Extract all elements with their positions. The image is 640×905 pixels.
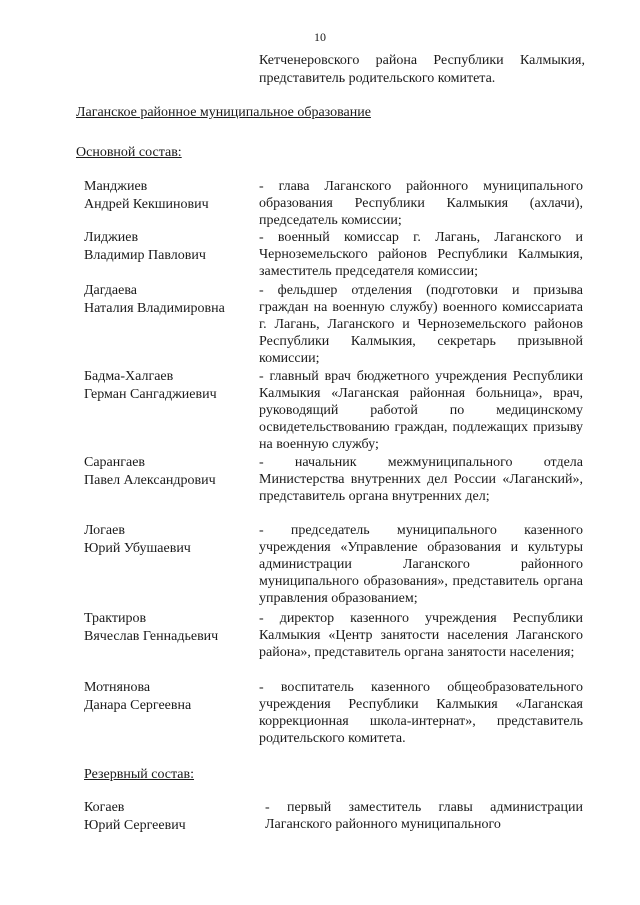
member-name	[84, 799, 264, 835]
member-name	[84, 178, 264, 214]
member-given-name: Наталия Владимировна	[84, 301, 225, 316]
member-given-name: Павел Александрович	[84, 473, 216, 488]
member-role: - глава Лаганского районного муниципального образования Республики Калмыкия (ахлачи), председатель комиссии;	[259, 179, 583, 228]
reserve-section-heading: Резервный состав:	[84, 767, 195, 782]
member-surname: Сарангаев	[84, 455, 146, 470]
intro-text: Кетченеровского района Республики Калмыкия, представитель родительского комитета.	[259, 53, 585, 86]
member-given-name: Данара Сергеевна	[84, 698, 192, 713]
member-name	[84, 679, 264, 715]
member-role: - первый заместитель главы администрации Лаганского районного муниципального	[265, 800, 583, 832]
member-name	[84, 282, 264, 318]
member-surname: Манджиев	[84, 179, 148, 194]
member-surname: Мотнянова	[84, 680, 151, 695]
member-role: - военный комиссар г. Лагань, Лаганского и Черноземельского районов Республики Калмыкия, заместитель председателя комиссии;	[259, 230, 583, 279]
member-surname: Трактиров	[84, 611, 147, 626]
member-name	[84, 610, 264, 646]
member-name	[84, 454, 264, 490]
member-role: - председатель муниципального казенного учреждения «Управление образования и культуры администрации Лаганского районного муниципального образования», представитель органа управления образованием;	[259, 523, 583, 606]
member-role: - фельдшер отделения (подготовки и призыва граждан на военную службу) военного комиссариата г. Лагань, Лаганского и Черноземельского районов Республики Калмыкия, секретарь призывной комиссии;	[259, 283, 583, 366]
district-title: Лаганское районное муниципальное образование	[76, 105, 371, 120]
member-surname: Логаев	[84, 523, 125, 538]
page-number: 10	[314, 30, 326, 44]
member-role: - начальник межмуниципального отдела Министерства внутренних дел России «Лаганский», представитель органа внутренних дел;	[259, 455, 583, 504]
member-given-name: Владимир Павлович	[84, 248, 206, 263]
member-surname: Когаев	[84, 800, 125, 815]
member-surname: Дагдаева	[84, 283, 137, 298]
member-given-name: Юрий Убушаевич	[84, 541, 191, 556]
member-surname: Бадма-Халгаев	[84, 369, 174, 384]
member-role: - воспитатель казенного общеобразовательного учреждения Республики Калмыкия «Лаганская коррекционная школа-интернат», представитель родительского комитета.	[259, 680, 583, 746]
member-role: - главный врач бюджетного учреждения Республики Калмыкия «Лаганская районная больница», врач, руководящий работой по медицинскому освидетельствованию граждан, подлежащих призыву на военную службу;	[259, 369, 583, 452]
member-name	[84, 368, 264, 404]
member-given-name: Андрей Кекшинович	[84, 197, 209, 212]
member-given-name: Юрий Сергеевич	[84, 818, 186, 833]
member-given-name: Герман Сангаджиевич	[84, 387, 217, 402]
member-role: - директор казенного учреждения Республики Калмыкия «Центр занятости населения Лаганского района», представитель органа занятости населения;	[259, 611, 583, 660]
member-name	[84, 229, 264, 265]
member-given-name: Вячеслав Геннадьевич	[84, 629, 219, 644]
main-section-heading: Основной состав:	[76, 145, 182, 160]
member-name	[84, 522, 264, 558]
member-surname: Лиджиев	[84, 230, 139, 245]
